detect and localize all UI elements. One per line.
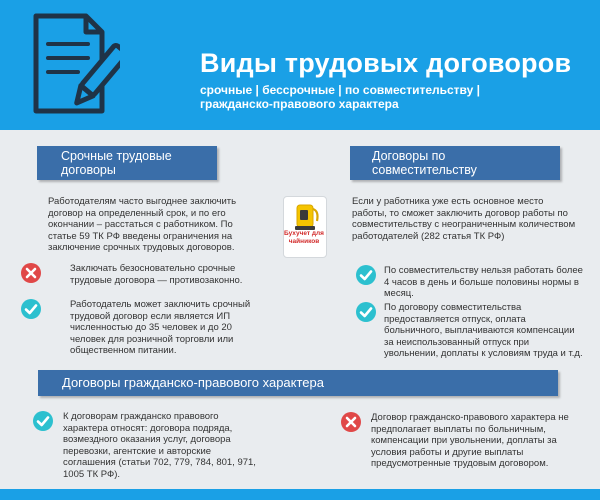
document-pencil-icon — [30, 12, 120, 117]
footer-bar — [0, 489, 600, 500]
fixed-term-item-2: Работодатель может заключить срочный трудовой договор если является ИП численностью до 35 человек и до 20 человек для розничной торговли или общественном питании. — [70, 299, 251, 357]
page-title: Виды трудовых договоров — [200, 48, 572, 78]
civil-left-text: К договорам гражданско правового характера относят: договора подряда, возмездного оказания услуг, договора перевозки, агентские и авторские соглашения (статьи 702, 779, 784, 801, 971, 1005 ТК РФ). — [63, 411, 256, 480]
check-icon — [20, 298, 42, 320]
cross-icon — [20, 262, 42, 284]
part-time-item-2: По договору совместительства предоставляется отпуск, оплата больничного, выплачиваются компенсации за неиспользованный отпуск при увольнении, доплаты к условиям труда и т.д. — [384, 302, 583, 360]
check-icon — [32, 410, 54, 432]
check-icon — [355, 264, 377, 286]
section-heading-civil — [38, 370, 558, 396]
check-icon — [355, 301, 377, 323]
section-heading-civil-label: Договоры гражданско-правового характера — [62, 375, 324, 390]
section-heading-fixed-term-label: Срочные трудовые договоры — [61, 149, 172, 177]
kettle-logo — [283, 196, 327, 258]
part-time-intro: Если у работника уже есть основное место работы, то сможет заключить договор работы по совместительству с неограниченным количеством работодателей (282 статья ТК РФ) — [352, 196, 576, 242]
section-heading-part-time — [350, 146, 560, 180]
section-heading-part-time-label: Договоры по совместительству — [372, 149, 477, 177]
part-time-item-1: По совместительству нельзя работать более 4 часов в день и больше половины нормы в месяц. — [384, 265, 583, 300]
cross-icon — [340, 411, 362, 433]
fixed-term-item-1: Заключать безосновательно срочные трудовые договора — противозаконно. — [70, 263, 243, 286]
page-subtitle: срочные | бессрочные | по совместительству | гражданско-правового характера — [200, 83, 480, 111]
section-heading-fixed-term — [37, 146, 217, 180]
watermark-label: Бухучет для чайников — [284, 230, 324, 245]
civil-right-text: Договор гражданско-правового характера не предполагает выплаты по больничным, компенсации при увольнении, доплаты за условия работы и другие выплаты предусмотренные трудовым договором. — [371, 412, 569, 470]
header-banner — [0, 0, 600, 130]
kettle-icon — [285, 199, 325, 233]
fixed-term-intro: Работодателям часто выгоднее заключить договор на определенный срок, и по его окончании – расстаться с работником. По статье 59 ТК РФ введены ограничения на заключение срочных трудовых договоров. — [48, 196, 237, 254]
